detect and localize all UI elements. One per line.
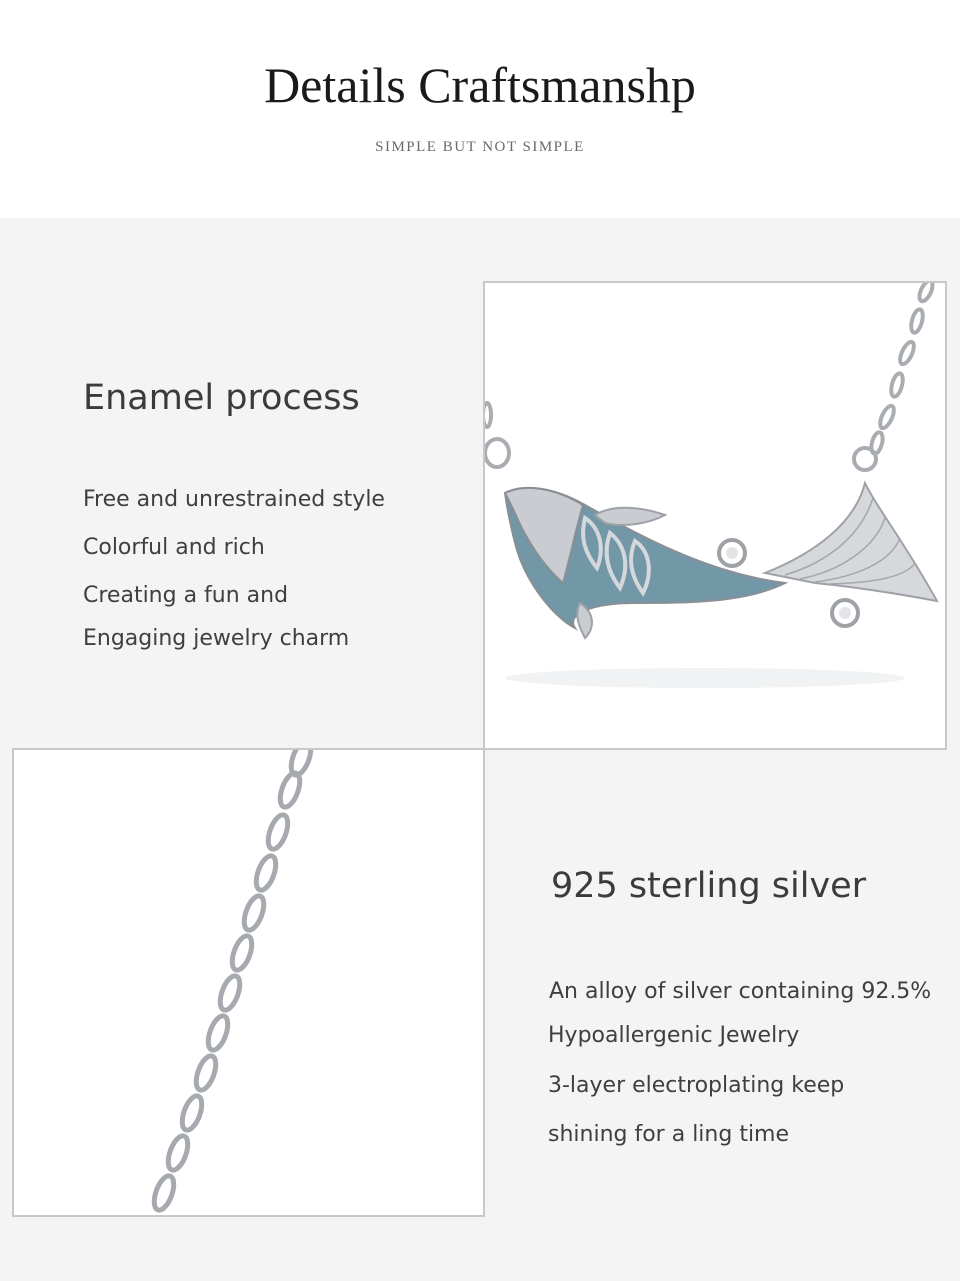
page-title: Details Craftsmanshp — [264, 57, 696, 113]
enamel-line: Colorful and rich — [83, 535, 265, 560]
silver-line: An alloy of silver containing 92.5% — [549, 979, 932, 1004]
fish-pendant-illustration — [485, 283, 947, 750]
silver-line: 3-layer electroplating keep — [548, 1073, 845, 1098]
enamel-heading: Enamel process — [83, 378, 360, 418]
silver-heading: 925 sterling silver — [551, 866, 867, 906]
silver-line: Hypoallergenic Jewelry — [548, 1023, 800, 1048]
chain-closeup-image — [12, 748, 485, 1217]
chain-illustration — [14, 750, 485, 1217]
header — [0, 0, 960, 218]
silver-line: shining for a ling time — [548, 1122, 790, 1147]
fish-pendant-image — [483, 281, 947, 750]
enamel-line: Creating a fun and — [83, 583, 289, 608]
enamel-line: Engaging jewelry charm — [83, 626, 350, 651]
enamel-line: Free and unrestrained style — [83, 487, 385, 512]
page-subtitle: SIMPLE BUT NOT SIMPLE — [375, 139, 585, 155]
